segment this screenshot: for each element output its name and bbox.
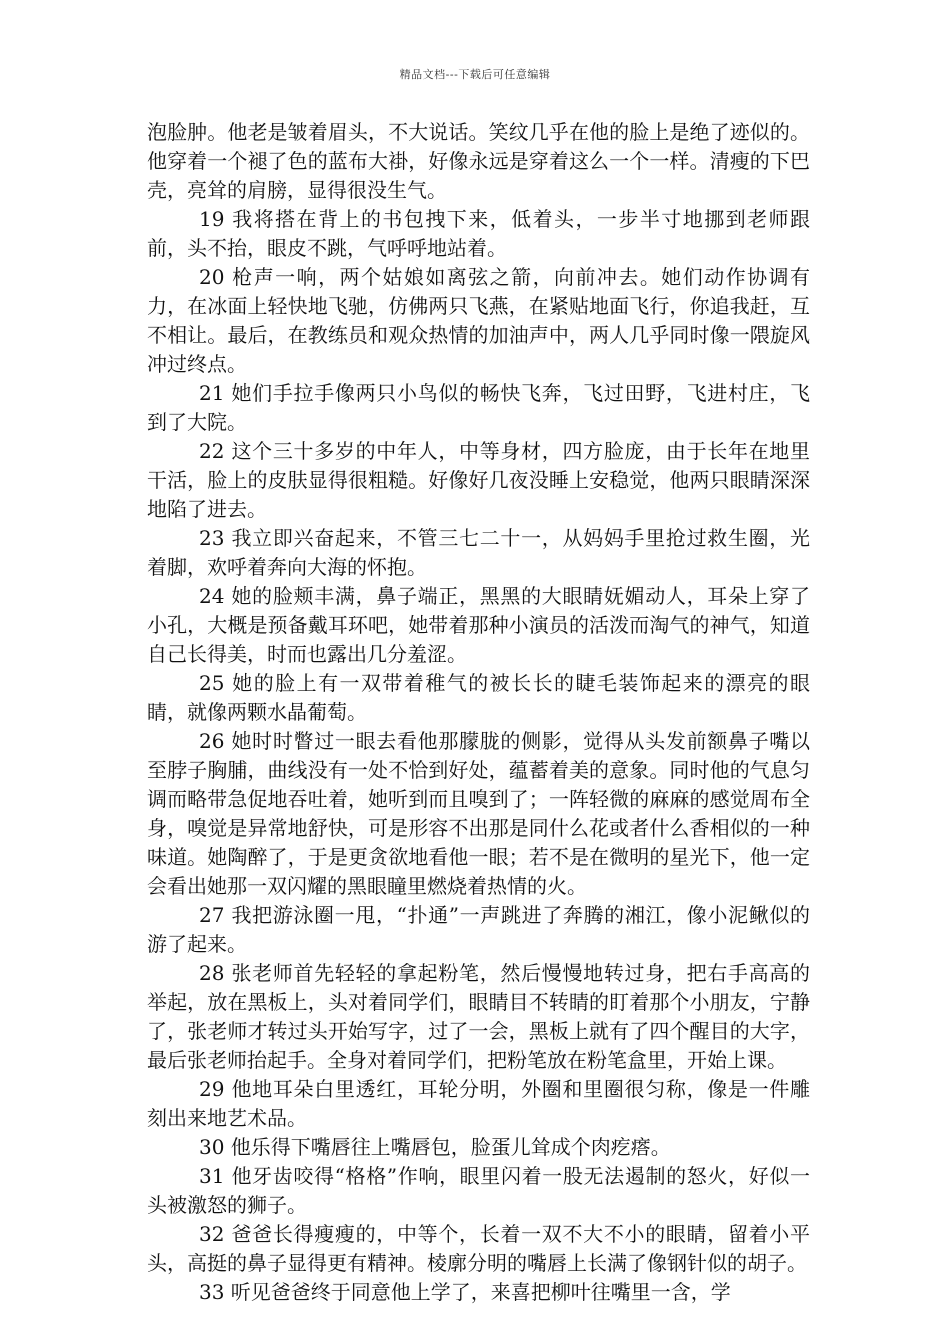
paragraph-22: 22 这个三十多岁的中年人，中等身材，四方脸庞，由于长年在地里干活，脸上的皮肤显得很粗糙。好像好几夜没睡上安稳觉，他两只眼睛深深地陷了进去。 xyxy=(147,439,810,521)
paragraph-30: 30 他乐得下嘴唇往上嘴唇包，脸蛋儿耸成个肉疙瘩。 xyxy=(199,1135,671,1159)
paragraph-24: 24 她的脸颊丰满，鼻子端正，黑黑的大眼睛妩媚动人，耳朵上穿了小孔，大概是预备戴耳环吧，她带着那种小演员的活泼而淘气的神气，知道自己长得美，时而也露出几分羞涩。 xyxy=(147,584,810,666)
paragraph-21: 21 她们手拉手像两只小鸟似的畅快飞奔，飞过田野，飞进村庄，飞到了大院。 xyxy=(147,381,810,434)
paragraph-31: 31 他牙齿咬得“格格”作响，眼里闪着一股无法遏制的怒火，好似一头被激怒的狮子。 xyxy=(147,1164,810,1217)
paragraph-25: 25 她的脸上有一双带着稚气的被长长的睫毛装饰起来的漂亮的眼睛，就像两颗水晶葡萄。 xyxy=(147,671,810,724)
paragraph-33: 33 听见爸爸终于同意他上学了，来喜把柳叶往嘴里一含，学 xyxy=(199,1280,731,1304)
document-body xyxy=(147,118,810,1307)
paragraph-28: 28 张老师首先轻轻的拿起粉笔，然后慢慢地转过身，把右手高高的举起，放在黑板上，头对着同学们，眼睛目不转睛的盯着那个小朋友，宁静了，张老师才转过头开始写字，过了一会，黑板上就有了四个醒目的大字，最后张老师抬起手。全身对着同学们，把粉笔放在粉笔盒里，开始上课。 xyxy=(147,961,810,1072)
paragraph-26: 26 她时时瞥过一眼去看他那朦胧的侧影，觉得从头发前额鼻子嘴以至脖子胸脯，曲线没有一处不恰到好处，蕴蓄着美的意象。同时他的气息匀调而略带急促地吞吐着，她听到而且嗅到了；一阵轻微的麻麻的感觉周布全身，嗅觉是异常地舒快，可是形容不出那是同什么花或者什么香相似的一种味道。她陶醉了，于是更贪欲地看他一眼；若不是在微明的星光下，他一定会看出她那一双闪耀的黑眼瞳里燃烧着热情的火。 xyxy=(147,729,810,898)
paragraph-32: 32 爸爸长得瘦瘦的，中等个，长着一双不大不小的眼睛，留着小平头，高挺的鼻子显得更有精神。棱廓分明的嘴唇上长满了像钢针似的胡子。 xyxy=(147,1222,810,1275)
paragraph-20: 20 枪声一响，两个姑娘如离弦之箭，向前冲去。她们动作协调有力，在冰面上轻快地飞驰，仿佛两只飞燕，在紧贴地面飞行，你追我赶，互不相让。最后，在教练员和观众热情的加油声中，两人几乎同时像一隈旋风冲过终点。 xyxy=(147,265,810,376)
paragraph-23: 23 我立即兴奋起来，不管三七二十一，从妈妈手里抢过救生圈，光着脚，欢呼着奔向大海的怀抱。 xyxy=(147,526,810,579)
paragraph-19: 19 我将搭在背上的书包拽下来，低着头，一步半寸地挪到老师跟前，头不抬，眼皮不跳，气呼呼地站着。 xyxy=(147,207,810,260)
paragraph-29: 29 他地耳朵白里透红，耳轮分明，外圈和里圈很匀称，像是一件雕刻出来地艺术品。 xyxy=(147,1077,810,1130)
paragraph-27: 27 我把游泳圈一甩，“扑通”一声跳进了奔腾的湘江，像小泥鳅似的游了起来。 xyxy=(147,903,810,956)
page-header: 精品文档---下载后可任意编辑 xyxy=(399,68,551,81)
paragraph-continuation: 泡脸肿。他老是皱着眉头，不大说话。笑纹几乎在他的脸上是绝了迹似的。他穿着一个褪了色的蓝布大褂，好像永远是穿着这么一个一样。清瘦的下巴壳，亮耸的肩膀，显得很没生气。 xyxy=(147,120,810,202)
